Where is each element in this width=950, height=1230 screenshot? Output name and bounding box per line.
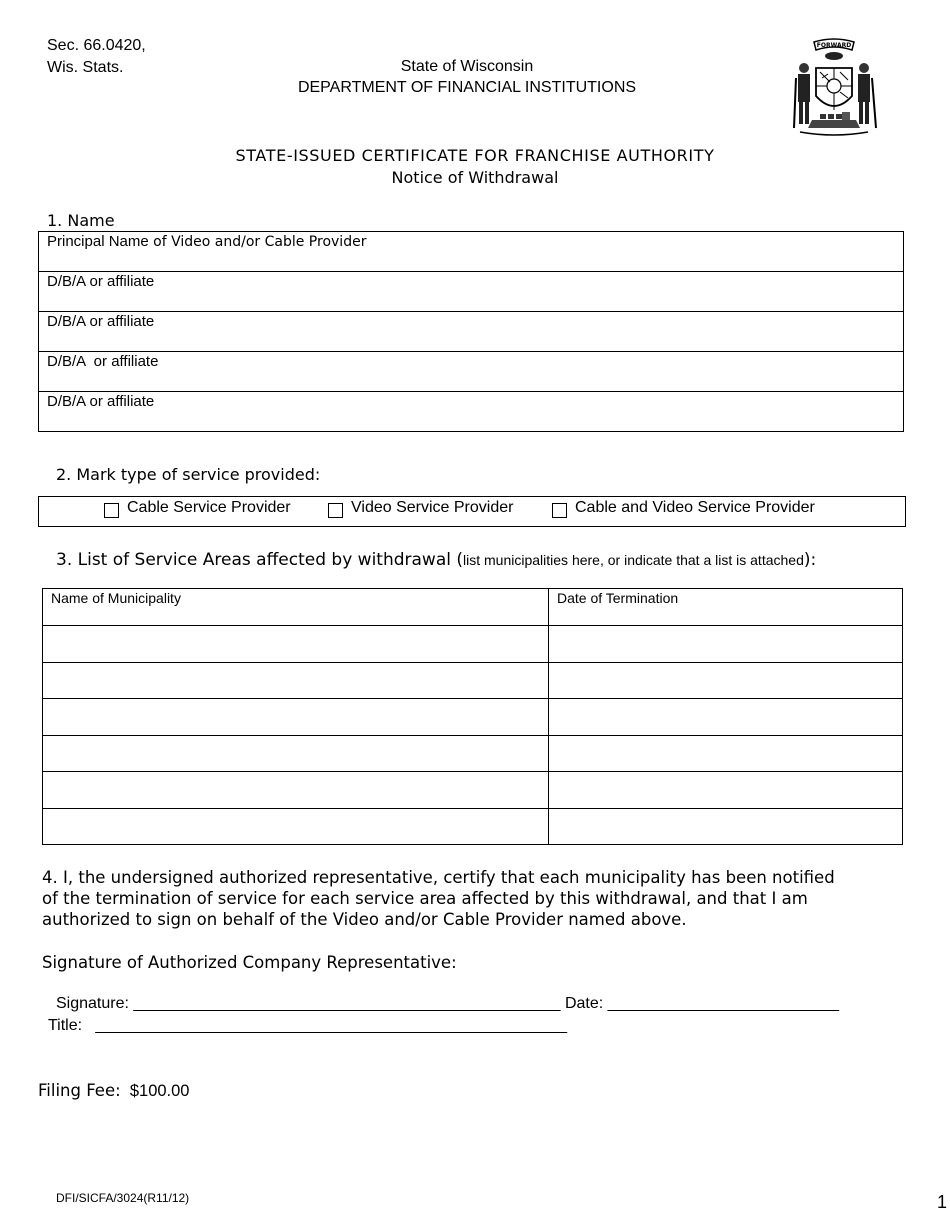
termination-date-cell[interactable]: [549, 662, 903, 699]
municipality-cell[interactable]: [43, 662, 549, 699]
certification-line-2: of the termination of service for each service area affected by this withdrawal, and that I am: [42, 889, 808, 908]
section-2-heading: 2. Mark type of service provided:: [56, 465, 321, 484]
cable-service-label: Cable Service Provider: [127, 499, 291, 516]
dba-affiliate-row[interactable]: [39, 352, 903, 392]
dba-affiliate-label: D/B/A or affiliate: [47, 353, 159, 370]
video-service-label: Video Service Provider: [351, 499, 514, 516]
dba-affiliate-row[interactable]: [39, 312, 903, 352]
dba-affiliate-label: D/B/A or affiliate: [47, 393, 155, 410]
termination-date-cell[interactable]: [549, 735, 903, 772]
section-3-note: list municipalities here, or indicate that a list is attached: [463, 552, 804, 568]
form-title: STATE-ISSUED CERTIFICATE FOR FRANCHISE AUTHORITY: [235, 146, 715, 165]
seal-motto: FORWARD: [816, 42, 852, 49]
cable-and-video-service-checkbox[interactable]: [552, 503, 567, 518]
title-line: [48, 1016, 567, 1036]
filing-fee: [38, 1080, 190, 1102]
dba-affiliate-label: D/B/A or affiliate: [47, 273, 155, 290]
municipality-column-header: Name of Municipality: [51, 590, 181, 606]
department-name: DEPARTMENT OF FINANCIAL INSTITUTIONS: [297, 79, 637, 96]
table-row: [43, 699, 903, 736]
table-row: [43, 626, 903, 663]
state-name: State of Wisconsin: [400, 58, 534, 75]
termination-date-cell[interactable]: [549, 808, 903, 845]
municipality-cell[interactable]: [43, 735, 549, 772]
date-label: Date:: [564, 995, 604, 1012]
termination-date-column-header: Date of Termination: [557, 590, 679, 606]
signature-label: Signature:: [56, 995, 129, 1012]
municipality-table-header: [43, 589, 903, 626]
municipality-cell[interactable]: [43, 626, 549, 663]
municipality-cell[interactable]: [43, 808, 549, 845]
service-type-box: [38, 496, 906, 527]
cable-and-video-service-label: Cable and Video Service Provider: [575, 499, 815, 516]
dba-affiliate-label: D/B/A or affiliate: [47, 313, 155, 330]
signature-heading: Signature of Authorized Company Representative:: [42, 953, 457, 972]
section-1-heading: 1. Name: [47, 211, 115, 230]
signature-field[interactable]: ________________________________________________: [133, 995, 561, 1012]
form-id: DFI/SICFA/3024(R11/12): [56, 1191, 190, 1205]
filing-fee-label: Filing Fee:: [38, 1081, 121, 1100]
statute-reference-line1: Sec. 66.0420,: [47, 37, 146, 54]
statute-reference-line2: Wis. Stats.: [47, 59, 124, 76]
title-field[interactable]: _____________________________________________________: [95, 1017, 568, 1034]
municipality-cell[interactable]: [43, 699, 549, 736]
section-3-heading: 3. List of Service Areas affected by withdrawal (list municipalities here, or indicate that a list is attached):: [56, 550, 817, 570]
signature-line: [56, 994, 839, 1014]
principal-name-row[interactable]: [39, 232, 903, 272]
table-row: [43, 808, 903, 845]
cable-service-checkbox[interactable]: [104, 503, 119, 518]
table-row: [43, 662, 903, 699]
form-subtitle: Notice of Withdrawal: [391, 168, 559, 187]
municipality-cell[interactable]: [43, 772, 549, 809]
termination-date-cell[interactable]: [549, 626, 903, 663]
certification-line-3: authorized to sign on behalf of the Video and/or Cable Provider named above.: [42, 910, 687, 929]
name-table: [38, 231, 904, 432]
date-field[interactable]: __________________________: [607, 995, 840, 1012]
table-row: [43, 735, 903, 772]
state-seal-icon: [780, 34, 888, 142]
termination-date-cell[interactable]: [549, 772, 903, 809]
municipality-table: [42, 588, 903, 845]
dba-affiliate-row[interactable]: [39, 392, 903, 432]
title-label: Title:: [48, 1017, 83, 1034]
principal-name-label: Principal Name of Video and/or Cable Provider: [47, 233, 367, 250]
video-service-checkbox[interactable]: [328, 503, 343, 518]
certification-line-1: 4. I, the undersigned authorized representative, certify that each municipality has been notified: [42, 868, 835, 887]
page-number: 1: [937, 1192, 948, 1212]
filing-fee-amount: $100.00: [129, 1082, 190, 1100]
table-row: [43, 772, 903, 809]
termination-date-cell[interactable]: [549, 699, 903, 736]
dba-affiliate-row[interactable]: [39, 272, 903, 312]
